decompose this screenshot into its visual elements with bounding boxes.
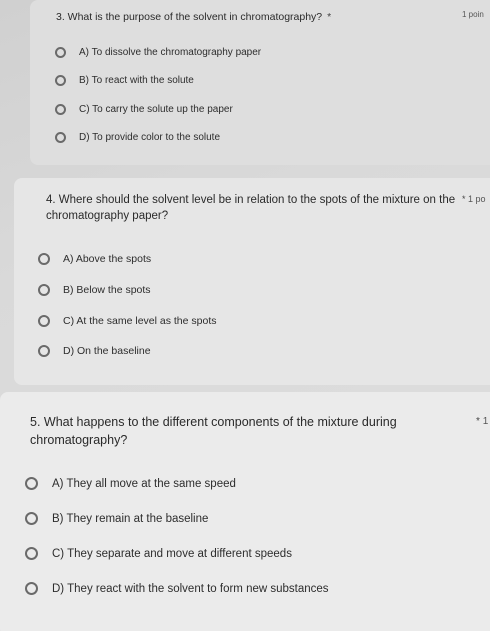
option-label: D) To provide color to the solute xyxy=(79,132,221,143)
option-label: C) To carry the solute up the paper xyxy=(79,104,233,115)
option-label: A) Above the spots xyxy=(63,253,152,265)
option-label: B) They remain at the baseline xyxy=(52,512,209,525)
option-label: A) To dissolve the chromatography paper xyxy=(79,47,262,58)
option-c[interactable] xyxy=(25,547,292,560)
option-d[interactable] xyxy=(55,132,220,143)
radio-button[interactable] xyxy=(25,547,38,560)
question-text: 4. Where should the solvent level be in relation to the spots of the mixture on the chromatography paper? xyxy=(46,194,456,223)
radio-button[interactable] xyxy=(55,47,66,58)
option-d[interactable] xyxy=(25,582,329,595)
option-b[interactable] xyxy=(25,512,208,525)
radio-button[interactable] xyxy=(38,345,50,357)
question-text: 3. What is the purpose of the solvent in chromatography? xyxy=(56,11,323,23)
points-label xyxy=(460,194,486,204)
option-b[interactable] xyxy=(38,284,151,296)
question-text: 5. What happens to the different components of the mixture during chromatography? xyxy=(30,415,397,447)
radio-button[interactable] xyxy=(38,253,50,265)
points-label: 1 poin xyxy=(462,10,484,19)
radio-button[interactable] xyxy=(38,315,50,327)
radio-button[interactable] xyxy=(55,104,66,115)
question-title xyxy=(30,414,430,450)
option-d[interactable] xyxy=(38,345,151,357)
option-c[interactable] xyxy=(38,315,217,327)
radio-button[interactable] xyxy=(25,582,38,595)
points-value: 1 po xyxy=(468,194,486,204)
option-a[interactable] xyxy=(55,47,261,58)
radio-button[interactable] xyxy=(55,132,66,143)
radio-button[interactable] xyxy=(55,75,66,86)
question-card-3 xyxy=(30,0,490,165)
option-label: B) To react with the solute xyxy=(79,75,194,86)
option-a[interactable] xyxy=(25,477,236,490)
option-label: C) At the same level as the spots xyxy=(63,315,217,327)
points-label xyxy=(474,416,488,427)
question-card-4 xyxy=(14,178,490,385)
question-title xyxy=(56,10,416,25)
question-card-5 xyxy=(0,392,490,631)
option-label: A) They all move at the same speed xyxy=(52,477,236,490)
option-c[interactable] xyxy=(55,104,233,115)
radio-button[interactable] xyxy=(38,284,50,296)
radio-button[interactable] xyxy=(25,477,38,490)
option-label: D) On the baseline xyxy=(63,345,151,357)
option-label: D) They react with the solvent to form new substances xyxy=(52,582,329,595)
option-label: C) They separate and move at different speeds xyxy=(52,547,292,560)
question-title xyxy=(46,192,456,225)
required-asterisk: * xyxy=(462,194,466,204)
required-asterisk: * xyxy=(327,11,332,23)
option-b[interactable] xyxy=(55,75,194,86)
required-asterisk: * xyxy=(476,416,480,427)
option-a[interactable] xyxy=(38,253,151,265)
points-value: 1 xyxy=(482,416,489,427)
option-label: B) Below the spots xyxy=(63,284,151,296)
radio-button[interactable] xyxy=(25,512,38,525)
